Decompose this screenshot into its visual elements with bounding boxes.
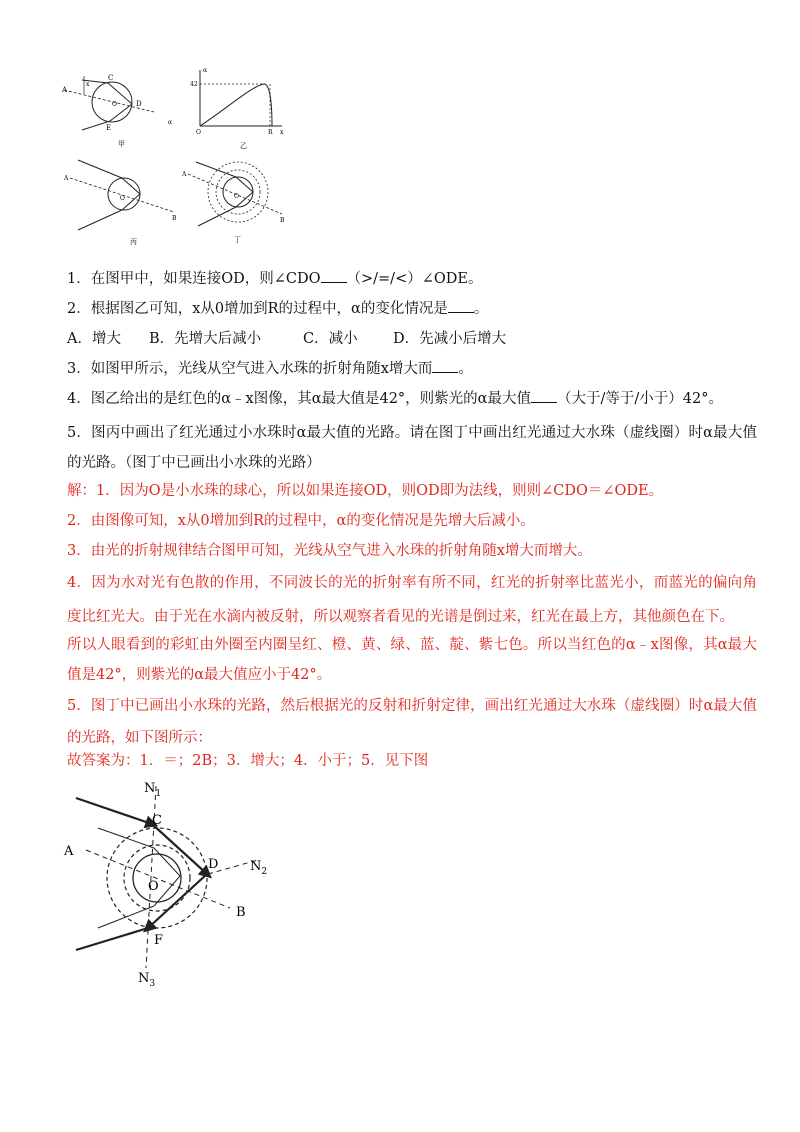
fig-bing-label-b: B	[172, 215, 177, 222]
fig-jia-label-d: D	[136, 100, 142, 108]
answer-blank[interactable]	[448, 312, 474, 313]
question-2-text: 2．根据图乙可知，x从0增加到R的过程中，α的变化情况是	[67, 301, 448, 317]
figure-ding	[182, 152, 292, 246]
answer-blank[interactable]	[531, 402, 557, 403]
question-4-text-end: （大于/等于/小于）42°。	[556, 391, 723, 407]
fig-jia-caption: 甲	[118, 140, 125, 148]
option-b[interactable]: B．先增大后减小	[149, 331, 262, 347]
solution-2: 2．由图像可知，x从0增加到R的过程中，α的变化情况是先增大后减小。	[67, 513, 535, 529]
option-a[interactable]: A．增大	[67, 331, 121, 347]
question-3-text: 3．如图甲所示，光线从空气进入水珠的折射角随x增大而	[67, 361, 433, 377]
final-answer: 故答案为：1．＝；2B；3．增大；4．小于；5．见下图	[67, 753, 429, 769]
fig-ding-caption: 丁	[234, 236, 241, 244]
answer-blank[interactable]	[321, 282, 347, 283]
fig-bing-label-a: A	[64, 175, 69, 182]
fig-ding-label-o: O	[234, 193, 239, 200]
question-2	[67, 298, 488, 320]
solution-4b: 所以人眼看到的彩虹由外圈至内圈呈红、橙、黄、绿、蓝、靛、紫七色。所以当红色的α﹣x图像，其α最大值是42°，则紫光的α最大值应小于42°。	[67, 637, 757, 683]
fig-jia-label-a: A	[62, 86, 68, 94]
answer-label-a: A	[64, 844, 74, 859]
fig-bing-label-o: O	[120, 195, 125, 202]
fig-yi-max-label: 42	[190, 81, 198, 88]
figure-jia	[62, 68, 192, 150]
fig-bing-caption: 丙	[130, 238, 137, 246]
question-4	[67, 388, 723, 410]
fig-ding-label-a: A	[182, 171, 187, 178]
question-1-text-end: （>/=/<）∠ODE。	[346, 271, 483, 287]
answer-label-f: F	[154, 933, 164, 948]
question-1	[67, 268, 482, 290]
answer-figure	[62, 778, 292, 993]
question-3	[67, 358, 473, 380]
figure-yi	[190, 64, 290, 150]
figure-bing	[62, 154, 187, 246]
fig-yi-alpha-axis: α	[203, 67, 208, 74]
answer-label-n3: $N_3$	[138, 971, 156, 989]
answer-label-n2: $N_2$	[250, 859, 268, 877]
solution-5: 5．图丁中已画出小水珠的光路，然后根据光的反射和折射定律，画出红光通过大水珠（虚线圈）时α最大值的光路，如下图所示：	[67, 698, 757, 746]
fig-yi-r-label: R	[268, 129, 273, 136]
solution-3: 3．由光的折射规律结合图甲可知，光线从空气进入水珠的折射角随x增大而增大。	[67, 543, 592, 559]
option-d[interactable]: D．先减小后增大	[393, 331, 507, 347]
fig-jia-label-x: x	[86, 81, 90, 88]
fig-yi-caption: 乙	[240, 142, 247, 150]
answer-label-d: D	[208, 857, 219, 872]
solution-4a: 4．因为水对光有色散的作用，不同波长的光的折射率有所不同，红光的折射率比蓝光小，而蓝光的偏向角度比红光大。由于光在水滴内被反射，所以观察者看见的光谱是倒过来，红光在最上方，其他颜色在下。	[67, 575, 757, 625]
question-5: 5．图丙中画出了红光通过小水珠时α最大值的光路。请在图丁中画出红光通过大水珠（虚线圈）时α最大值的光路。（图丁中已画出小水珠的光路）	[67, 425, 757, 471]
question-1-text: 1．在图甲中，如果连接OD，则∠CDO	[67, 271, 321, 287]
fig-yi-origin: O	[196, 129, 201, 136]
answer-label-o: O	[148, 879, 159, 894]
solution-1: 解：1．因为O是小水珠的球心，所以如果连接OD，则OD即为法线，则则∠CDO＝∠ODE。	[67, 483, 664, 499]
answer-label-n1: $N_1$	[144, 781, 162, 799]
fig-jia-label-e: E	[106, 124, 112, 132]
question-2-options	[67, 328, 506, 350]
fig-yi-x-axis: x	[280, 129, 284, 136]
answer-label-b: B	[236, 905, 246, 920]
fig-jia-label-o: O	[112, 101, 117, 108]
answer-label-c: C	[152, 813, 162, 828]
fig-jia-label-c: C	[108, 74, 114, 82]
question-3-text-end: 。	[458, 361, 473, 377]
question-2-text-end: 。	[473, 301, 489, 317]
question-4-text: 4．图乙给出的是红色的α﹣x图像，其α最大值是42°，则紫光的α最大值	[67, 391, 531, 407]
fig-jia-label-alpha: α	[168, 119, 173, 126]
fig-ding-label-b: B	[280, 217, 285, 224]
option-c[interactable]: C．减小	[303, 331, 358, 347]
answer-blank[interactable]	[432, 372, 458, 373]
